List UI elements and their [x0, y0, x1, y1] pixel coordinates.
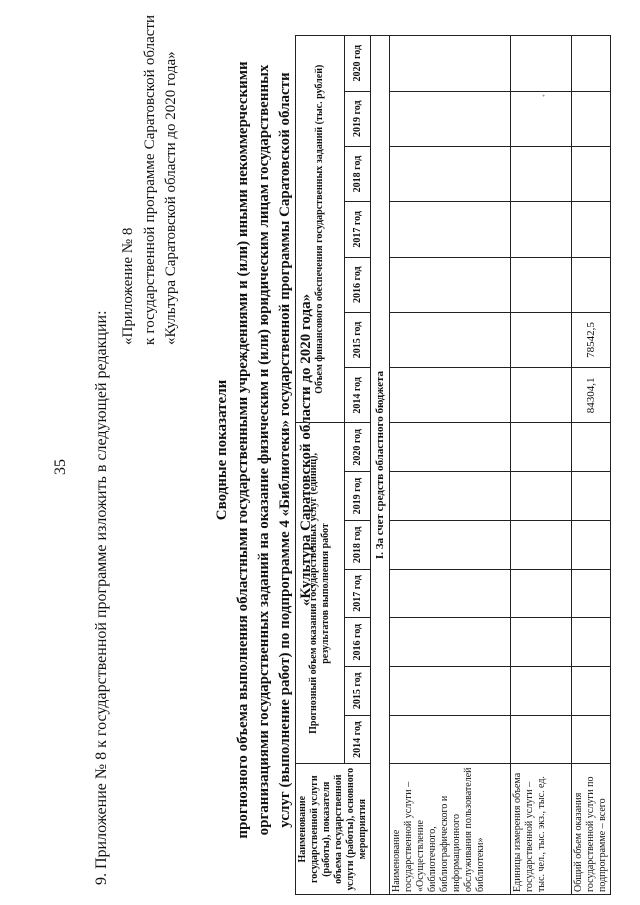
finance-cell: 84304,1 [572, 368, 611, 423]
finance-cell [390, 91, 511, 146]
year-header: 2017 год [345, 202, 371, 257]
row-label: Наименование государственной услуги – «Осуществление библиотечного, библиографического и информационного обслуживания пользователей библиотеки» [390, 764, 511, 895]
finance-cell [390, 368, 511, 423]
volume-cell [390, 618, 511, 667]
table-header-row [296, 36, 345, 895]
year-header: 2018 год [345, 146, 371, 201]
year-header: 2015 год [345, 667, 371, 716]
finance-cell [511, 36, 572, 92]
volume-cell [390, 569, 511, 618]
year-header: 2018 год [345, 520, 371, 569]
finance-cell [511, 146, 572, 201]
appendix-text: к государственной программе Саратовской области «Культура Саратовской области до 2020 года» [142, 15, 179, 345]
volume-cell [572, 667, 611, 716]
finance-cell [511, 368, 572, 423]
volume-cell [511, 618, 572, 667]
section-title: I. За счет средств областного бюджета [371, 36, 390, 895]
volume-cell [390, 472, 511, 521]
indicators-table [295, 35, 611, 895]
volume-cell [572, 715, 611, 764]
volume-cell [572, 569, 611, 618]
intro-text: 9. Приложение № 8 к государственной программе изложить в следующей редакции: [93, 310, 110, 885]
scan-mark: ᐩ [541, 92, 546, 103]
finance-cell [511, 312, 572, 367]
finance-cell [511, 202, 572, 257]
volume-cell [511, 715, 572, 764]
volume-cell [511, 472, 572, 521]
col-group-finance: Объем финансового обеспечения государственных заданий (тыс. рублей) [296, 36, 345, 424]
row-label: Общий объем оказания государственной услуги по подпрограмме – всего [572, 764, 611, 895]
volume-cell [511, 667, 572, 716]
document-title: Сводные показатели [214, 379, 230, 521]
volume-cell [390, 667, 511, 716]
finance-cell [390, 257, 511, 312]
year-header: 2014 год [345, 715, 371, 764]
volume-cell [511, 423, 572, 472]
finance-cell [572, 257, 611, 312]
table-row [572, 36, 611, 895]
finance-cell [572, 91, 611, 146]
table-row [511, 36, 572, 895]
volume-cell [511, 520, 572, 569]
col-group-volume: Прогнозный объем оказания государственных услуг (единиц), результатов выполнения работ [296, 423, 345, 764]
page-number: 35 [52, 459, 69, 475]
volume-cell [511, 569, 572, 618]
year-header: 2014 год [345, 368, 371, 423]
year-header: 2016 год [345, 618, 371, 667]
year-header: 2020 год [345, 423, 371, 472]
year-header: 2016 год [345, 257, 371, 312]
volume-cell [390, 423, 511, 472]
year-header: 2017 год [345, 569, 371, 618]
section-row [371, 36, 390, 895]
year-header: 2020 год [345, 36, 371, 92]
finance-cell [572, 202, 611, 257]
col-header-name: Наименование государственной услуги (работы), показателя объема государственной услуги (работы), основного мероприятия [296, 764, 371, 895]
finance-cell [572, 146, 611, 201]
finance-cell [390, 36, 511, 92]
volume-cell [572, 472, 611, 521]
finance-cell: 78542,5 [572, 312, 611, 367]
finance-cell [572, 36, 611, 92]
volume-cell [572, 618, 611, 667]
year-header: 2019 год [345, 91, 371, 146]
finance-cell [390, 146, 511, 201]
finance-cell [511, 257, 572, 312]
finance-cell [390, 312, 511, 367]
table-row [390, 36, 511, 895]
volume-cell [390, 715, 511, 764]
volume-cell [572, 520, 611, 569]
year-header: 2019 год [345, 472, 371, 521]
document-subtitle: прогнозного объема выполнения областными государственными учреждениями и (или) иными некоммерческими организациями государственных заданий на оказание физическим и (или) юридическим лицам государственных услуг (выполнение работ) по подпрограмме 4 «Библиотеки» государственной программы Саратовской области «Культура Саратовской области до 2020 года» [235, 61, 314, 839]
row-label: Единицы измерения объема государственной услуги – тыс. чел., тыс. экз., тыс. ед. [511, 764, 572, 895]
volume-cell [390, 520, 511, 569]
appendix-title: «Приложение № 8 [120, 227, 136, 345]
volume-cell [572, 423, 611, 472]
year-header: 2015 год [345, 312, 371, 367]
finance-cell [390, 202, 511, 257]
